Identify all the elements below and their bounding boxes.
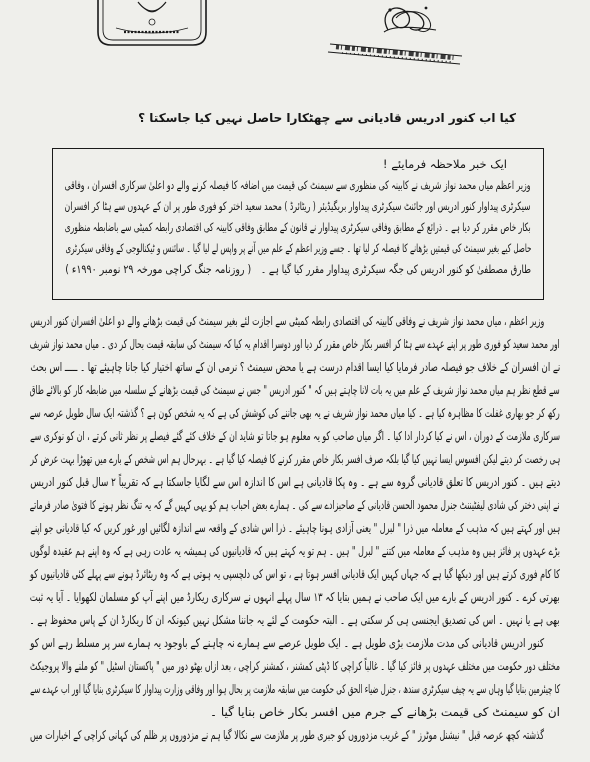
seal-logo	[94, 0, 210, 48]
news-excerpt-box	[52, 148, 544, 300]
body-line: بھرتی کرے ۔ کنور ادریس کے بارے میں ایک صاحب نے ہمیں بتایا کہ ۱۳ سال پہلے انہوں نے سرکاری ریکارڈ میں اپنے آپ کو مسلمان لکھوایا ۔ آیا یہ ثبت	[30, 590, 560, 604]
excerpt-last-line: طارق مصطفیٰ کو کنور ادریس کی جگہ سیکرٹری پیداوار مقرر کیا گیا ہے ۔	[261, 262, 531, 276]
excerpt-line: بکار خاص مقرر کر دیا ہے ۔ ذرائع کے مطابق وفاقی سیکرٹری پیداوار نے قانون کے مطابق وفاقی کابینہ کی اقتصادی رابطہ کمیٹی سے باضابطہ منظوری	[64, 220, 531, 234]
body-line-row	[30, 653, 560, 676]
excerpt-last-line-row	[261, 257, 531, 278]
body-line: ہیں اور کہتے ہیں کہ مذہب کے معاملہ میں ذرا " لبرل " یعنی آزادی ہونا چاہیئے ۔ ذرا اس شادی کے واقعہ سے اندازہ لگائیں اور غور کریں کہ کیا قادیانی جو اپنے	[30, 521, 560, 535]
page-title	[128, 92, 516, 142]
body-line-row	[30, 446, 560, 469]
body-line: اور محمد سعید کو فوری طور پر اپنے عہدے سے ہٹا کر افسر بکار خاص مقرر کر دیا اور دوسرا اقدام یہ کیا کہ سیمنٹ کی سابقہ قیمت بحال کر دی ۔ میاں محمد نواز شریف	[30, 337, 560, 351]
body-line-row	[30, 400, 560, 423]
body-line: نے اپنی دختر کی شادی لیفٹیننٹ جنرل محمود الحسن قادیانی کے صاحبزادے سے کی ۔ ہمارے بعض احباب ہم کو یہی کہیں گے کہ یہ تنگ نظر ہونے کا فتویٰ صادر فرماتے	[30, 498, 560, 512]
excerpt-source-row	[65, 257, 261, 278]
excerpt-last-row	[65, 257, 531, 278]
excerpt-line: سیکرٹری پیداوار کنور ادریس اور جائنٹ سیکرٹری پیداوار بریگیڈیئر ( ریٹائرڈ ) محمد سعید اختر کو فوری طور پر ان کے عہدوں سے ہٹا کر افسران	[64, 199, 531, 213]
excerpt-heading: ایک خبر ملاحظہ فرمایئے !	[382, 157, 507, 171]
page-title-text: کیا اب کنور ادریس قادیانی سے چھٹکارا حاصل نہیں کیا جاسکتا ؟	[138, 111, 516, 125]
body-line: ہی رخصت کر دیتے لیکن افسوس ایسا نہیں کیا گیا بلکہ صرف افسر بکار خاص مقرر کرنے کا فیصلہ کیا گیا ہے ۔ بہرحال ہم اس شخص کے بارے میں تھوڑا بہت عرض کر	[30, 452, 560, 466]
excerpt-line-row	[65, 215, 531, 236]
body-line-row	[30, 469, 560, 492]
body-line-row	[30, 538, 560, 561]
body-line: گذشتہ کچھ عرصہ قبل " نیشنل موٹرز " کے غریب مزدوروں کو جبری طور پر ملازمت سے نکالا گیا ہم نے مزدوروں پر ظلم کی کہانی کراچی کے اخبارات میں	[30, 728, 544, 742]
article-body	[30, 308, 560, 745]
body-line-row	[30, 676, 560, 699]
excerpt-line-row	[65, 173, 531, 194]
body-line: سرکاری ملازمت کے دوران ، اس نے کیا کردار ادا کیا ۔ اگر میاں صاحب کو یہ معلوم ہو جاتا تو شاید ان کے خلاف کئے گئے فیصلے پر نظر ثانی کرتے ، ان کو نوکری سے	[30, 429, 560, 443]
body-line-row	[30, 492, 560, 515]
body-line: سے قطع نظر ہم میاں محمد نواز شریف کے علم میں یہ بات لانا چاہتے ہیں کہ " کنور ادریس " جس نے سیمنٹ کی قیمت بڑھانے کے سلسلہ میں ضابطہ کار کو بالائے طاق	[30, 383, 560, 397]
excerpt-line-row	[65, 236, 531, 257]
body-line: بھی ہے یا نہیں ۔ اس کی تصدیق ایجنسی ہی کر سکتی ہے ۔ البتہ حکومت کے لئے یہ جاننا مشکل نہیں کیونکہ ان کا ریکارڈ ان کے پاس محفوظ ہے ۔	[30, 613, 560, 627]
body-line: ان کو سیمنٹ کی قیمت بڑھانے کے جرم میں افسر بکار خاص بنایا گیا ۔	[209, 705, 560, 719]
body-line-row	[30, 584, 560, 607]
excerpt-line: حاصل کیے بغیر سیمنٹ کی قیمتیں بڑھانے کا فیصلہ کر لیا تھا ۔ جسے وزیر اعظم کے علم میں آنے پر واپس لے لیا گیا ۔ سائنس و ٹیکنالوجی کے وفاقی سیکرٹری	[65, 241, 531, 255]
body-line-row	[30, 354, 560, 377]
excerpt-line-row	[65, 194, 531, 215]
body-line-row	[30, 607, 560, 630]
body-line-row	[30, 423, 560, 446]
calligraphy-emblem	[326, 0, 466, 70]
body-line: کنور ادریس قادیانی کی مدت ملازمت بڑی طویل ہے ۔ ایک طویل عرصے سے ہمارے نہ چاہنے کے باوجود یہ ہمارے سر پر مسلط رہے اس کو	[30, 636, 544, 650]
body-line: بڑے عہدوں پر فائز ہیں وہ مذہب کے معاملہ میں کتنے " لبرل " ہیں ۔ ہم تو یہ کہتے ہیں کہ قادیانیوں کی ہمیشہ یہ عادت رہی ہے کہ وہ اپنے ہم عقیدہ لوگوں	[30, 544, 560, 558]
body-line-row	[30, 561, 560, 584]
excerpt-heading-row	[65, 152, 531, 173]
body-line: نے ان افسران کے خلاف جو فیصلہ صادر فرمایا کیا ایسا اقدام درست ہے یا محض سیمنٹ ؟ نرمی ان کے ساتھ اختیار کیا جانا چاہیئے تھا ۔ ـــــ اس بحث	[30, 360, 560, 374]
body-line-row	[30, 515, 560, 538]
body-line-row	[30, 331, 560, 354]
body-line: رکھ کر جو بھاری غفلت کا مظاہرہ کیا ہے ۔ کیا میاں محمد نواز شریف نے یہ بھی جاننے کی کوشش کی ہے کہ یہ شخص کون ہے ؟ گذشتہ ایک سال طویل عرصہ سے	[30, 406, 560, 420]
body-line: دیتے ہیں ۔ کنور ادریس کا تعلق قادیانی گروہ سے ہے ۔ وہ پکا قادیانی ہے اس کا اندازہ اس سے لگایا جاسکتا ہے کہ تقریباً ۲ سال قبل کنور ادریس	[30, 475, 560, 489]
excerpt-line: وزیر اعظم میاں محمد نواز شریف نے کابینہ کی منظوری سے سیمنٹ کی قیمت میں اضافہ کا فیصلہ کرنے والے دو اعلیٰ سرکاری افسران ، وفاقی	[65, 178, 531, 192]
body-line: کا چیئرمین بنایا گیا وہاں سے یہ چیف سیکرٹری سندھ ، جنرل ضیاء الحق کی حکومت میں سابقہ ملازمت پر بحال ہوا اور وفاقی وزارت پیداوار کا سیکرٹری بنایا گیا اور اب عہدے سے	[30, 682, 560, 696]
body-line: مختلف دور حکومت میں مختلف عہدوں پر فائز کیا گیا ۔ غالباً کراچی کا ڈپٹی کمشنر ، کمشنر کراچی ، بعد ازاں بھٹو دور میں " پاکستان اسٹیل " کو ملنے والا پروجیکٹ	[30, 659, 560, 673]
body-line-row	[30, 630, 560, 653]
body-line: وزیر اعظم ، میاں محمد نواز شریف نے وفاقی کابینہ کی اقتصادی رابطہ کمیٹی سے اجازت لئے بغیر سیمنٹ کی قیمت بڑھانے والے دو اعلیٰ افسران کنور ادریس	[30, 314, 544, 328]
body-line-row	[30, 722, 560, 745]
body-line: کا کام فوری کرتے ہیں اور دیکھا گیا ہے کہ جہاں کہیں ایک قادیانی افسر ہوتا ہے ، تو اس کی دلچسپی یہ ہوتی ہے کہ وہ ریٹائرڈ ہونے سے پہلے کئی قادیانیوں کو	[30, 567, 560, 581]
body-line-row	[30, 377, 560, 400]
body-line-row	[30, 699, 560, 722]
excerpt-source: ( روزنامہ جنگ کراچی مورخہ ۲۹ نومبر ۱۹۹۰ء )	[64, 262, 251, 276]
body-line-row	[30, 308, 560, 331]
